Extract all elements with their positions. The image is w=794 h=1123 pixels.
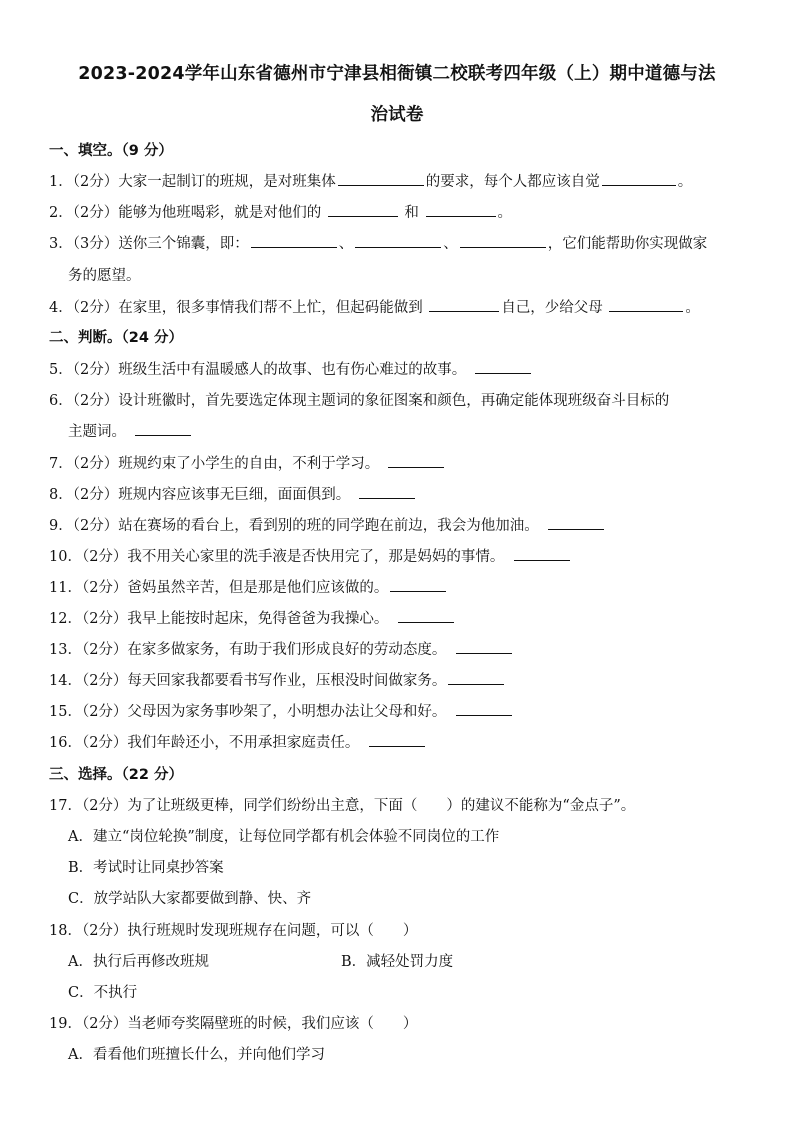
question-15 <box>49 700 514 721</box>
answer-blank[interactable] <box>460 246 546 248</box>
q3-text-b: 、 <box>338 236 354 252</box>
answer-blank[interactable] <box>390 590 446 592</box>
q1-text-c: 。 <box>677 174 693 190</box>
q7-text: 7．（2分）班规约束了小学生的自由，不利于学习。 <box>49 456 372 472</box>
q17-option-a[interactable]: A．建立“岗位轮换”制度，让每位同学都有机会体验不同岗位的工作 <box>68 829 500 845</box>
question-19: 19．（2分）当老师夸奖隔壁班的时候，我们应该（ ） <box>49 1016 418 1032</box>
q18-option-c[interactable]: C．不执行 <box>68 985 138 1001</box>
question-9 <box>49 514 606 535</box>
answer-blank[interactable] <box>251 246 337 248</box>
question-11 <box>49 576 448 597</box>
answer-blank[interactable] <box>328 215 398 217</box>
answer-blank[interactable] <box>338 184 424 186</box>
q3-text-c: 、 <box>443 236 458 252</box>
question-3 <box>49 232 707 253</box>
question-10 <box>49 545 572 566</box>
q3-text-a: 3．（3分）送你三个锦囊，即： <box>49 236 249 252</box>
q18-option-a[interactable]: A．执行后再修改班规 <box>68 954 209 970</box>
question-7 <box>49 452 446 473</box>
q1-text-a: 1．（2分）大家一起制订的班规，是对班集体 <box>49 174 336 190</box>
q18-option-b[interactable]: B．减轻处罚力度 <box>341 954 454 970</box>
q19-option-a[interactable]: A．看看他们班擅长什么，并向他们学习 <box>68 1047 325 1063</box>
answer-blank[interactable] <box>359 497 415 499</box>
question-4 <box>49 296 700 317</box>
q4-text-b: 自己，少给父母 <box>501 300 603 316</box>
question-14 <box>49 669 506 690</box>
q4-text-a: 4．（2分）在家里，很多事情我们帮不上忙，但起码能做到 <box>49 300 423 316</box>
answer-blank[interactable] <box>426 215 496 217</box>
q2-text-b: 和 <box>404 205 419 221</box>
q2-text-c: 。 <box>497 205 513 221</box>
question-6-cont <box>68 420 193 441</box>
question-8 <box>49 483 417 504</box>
q6-text: 6．（2分）设计班徽时，首先要选定体现主题词的象征图案和颜色，再确定能体现班级奋斗目标的 <box>49 393 670 409</box>
q17-option-c[interactable]: C．放学站队大家都要做到静、快、齐 <box>68 891 312 907</box>
q9-text: 9．（2分）站在赛场的看台上，看到别的班的同学跑在前边，我会为他加油。 <box>49 518 532 534</box>
question-17: 17．（2分）为了让班级更棒，同学们纷纷出主意，下面（ ）的建议不能称为“金点子”。 <box>49 798 636 814</box>
exam-title-line2: 治试卷 <box>370 105 424 125</box>
section-fill-blank: 一、填空。（9 分） <box>49 143 173 159</box>
q17-option-b[interactable]: B．考试时让同桌抄答案 <box>68 860 224 876</box>
q1-text-b: 的要求，每个人都应该自觉 <box>425 174 600 190</box>
answer-blank[interactable] <box>514 559 570 561</box>
answer-blank[interactable] <box>388 466 444 468</box>
answer-blank[interactable] <box>456 714 512 716</box>
question-6 <box>49 389 669 410</box>
answer-blank[interactable] <box>135 434 191 436</box>
question-13 <box>49 638 514 659</box>
question-2 <box>49 201 512 222</box>
q13-text: 13．（2分）在家多做家务，有助于我们形成良好的劳动态度。 <box>49 642 440 658</box>
question-18: 18．（2分）执行班规时发现班规存在问题，可以（ ） <box>49 923 418 939</box>
question-3-cont: 务的愿望。 <box>68 268 141 284</box>
q4-text-c: 。 <box>685 300 700 316</box>
question-16 <box>49 731 427 752</box>
q14-text: 14．（2分）每天回家我都要看书写作业，压根没时间做家务。 <box>49 673 447 689</box>
answer-blank[interactable] <box>475 372 531 374</box>
section-true-false: 二、判断。（24 分） <box>49 330 183 346</box>
answer-blank[interactable] <box>548 528 604 530</box>
q2-text-a: 2．（2分）能够为他班喝彩，就是对他们的 <box>49 205 322 221</box>
section-multiple-choice: 三、选择。（22 分） <box>49 767 183 783</box>
q16-text: 16．（2分）我们年龄还小，不用承担家庭责任。 <box>49 735 353 751</box>
q12-text: 12．（2分）我早上能按时起床，免得爸爸为我操心。 <box>49 611 382 627</box>
answer-blank[interactable] <box>398 621 454 623</box>
q8-text: 8．（2分）班规内容应该事无巨细，面面俱到。 <box>49 487 343 503</box>
answer-blank[interactable] <box>448 683 504 685</box>
exam-title-line1: 2023-2024学年山东省德州市宁津县相衙镇二校联考四年级（上）期中道德与法 <box>78 64 716 84</box>
q6-text-b: 主题词。 <box>68 424 119 440</box>
answer-blank[interactable] <box>602 184 676 186</box>
answer-blank[interactable] <box>369 745 425 747</box>
answer-blank[interactable] <box>429 310 499 312</box>
answer-blank[interactable] <box>355 246 441 248</box>
q5-text: 5．（2分）班级生活中有温暖感人的故事、也有伤心难过的故事。 <box>49 362 459 378</box>
question-5 <box>49 358 533 379</box>
q15-text: 15．（2分）父母因为家务事吵架了，小明想办法让父母和好。 <box>49 704 440 720</box>
question-1 <box>49 170 692 191</box>
q11-text: 11．（2分）爸妈虽然辛苦，但是那是他们应该做的。 <box>49 580 389 596</box>
q10-text: 10．（2分）我不用关心家里的洗手液是否快用完了，那是妈妈的事情。 <box>49 549 498 565</box>
answer-blank[interactable] <box>456 652 512 654</box>
q3-text-d: ，它们能帮助你实现做家 <box>547 236 708 252</box>
question-12 <box>49 607 456 628</box>
answer-blank[interactable] <box>609 310 683 312</box>
